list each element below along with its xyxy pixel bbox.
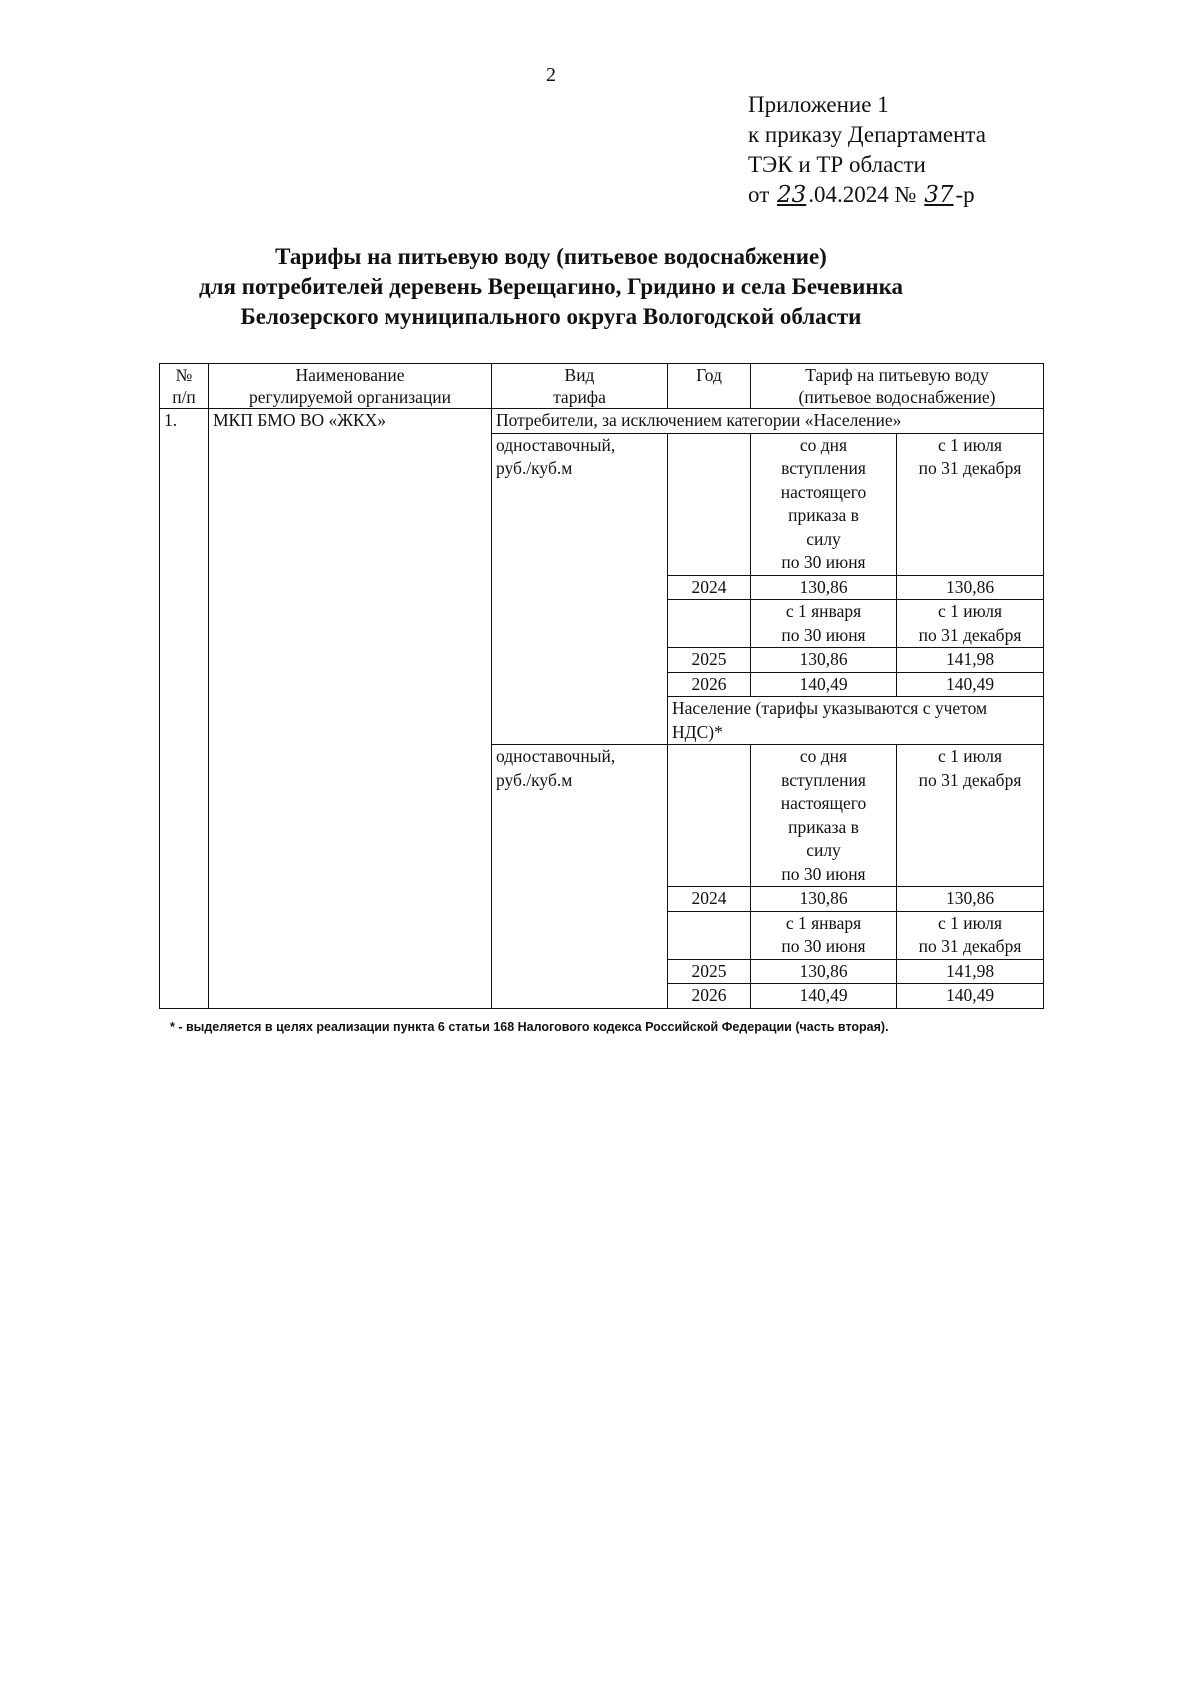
header-number: № п/п <box>160 364 209 409</box>
appendix-block <box>748 90 986 210</box>
tariff-value: 130,86 <box>751 959 897 984</box>
tariff-value: 141,98 <box>897 648 1044 673</box>
page-number: 2 <box>546 64 556 86</box>
year-cell-empty <box>668 600 751 648</box>
period-cell: со дня вступления настоящего приказа в силу по 30 июня <box>751 745 897 887</box>
year-cell-empty <box>668 433 751 575</box>
category-row <box>160 409 1044 434</box>
year-cell: 2025 <box>668 959 751 984</box>
tariff-value: 140,49 <box>751 984 897 1009</box>
period-cell: с 1 января по 30 июня <box>751 911 897 959</box>
category-title: Население (тарифы указываются с учетом НДС)* <box>668 697 1044 745</box>
year-cell: 2025 <box>668 648 751 673</box>
header-organization: Наименование регулируемой организации <box>209 364 492 409</box>
appendix-line-3: ТЭК и ТР области <box>748 152 926 177</box>
tariff-value: 130,86 <box>897 575 1044 600</box>
year-cell: 2026 <box>668 672 751 697</box>
tariff-value: 130,86 <box>751 887 897 912</box>
tariff-value: 130,86 <box>751 575 897 600</box>
year-cell-empty <box>668 911 751 959</box>
tariff-value: 141,98 <box>897 959 1044 984</box>
appendix-line-2: к приказу Департамента <box>748 122 986 147</box>
year-cell-empty <box>668 745 751 887</box>
tariff-value: 130,86 <box>751 648 897 673</box>
document-title <box>0 242 1102 332</box>
period-cell: со дня вступления настоящего приказа в силу по 30 июня <box>751 433 897 575</box>
date-day-handwritten: 23 <box>777 182 807 208</box>
period-cell: с 1 июля по 31 декабря <box>897 600 1044 648</box>
header-tariff: Тариф на питьевую воду (питьевое водоснабжение) <box>751 364 1044 409</box>
header-year: Год <box>668 364 751 409</box>
period-cell: с 1 июля по 31 декабря <box>897 745 1044 887</box>
table-header-row <box>160 364 1044 409</box>
tariff-value: 140,49 <box>897 984 1044 1009</box>
title-line-3: Белозерского муниципального округа Вологодской области <box>240 304 862 329</box>
tariff-table <box>159 363 1044 1009</box>
period-cell: с 1 июля по 31 декабря <box>897 911 1044 959</box>
year-cell: 2024 <box>668 887 751 912</box>
title-line-1: Тарифы на питьевую воду (питьевое водоснабжение) <box>275 244 827 269</box>
category-title: Потребители, за исключением категории «Население» <box>492 409 1044 434</box>
order-suffix: -р <box>955 182 975 207</box>
organization-name: МКП БМО ВО «ЖКХ» <box>209 409 492 1009</box>
period-cell: с 1 июля по 31 декабря <box>897 433 1044 575</box>
appendix-date-line <box>748 180 986 210</box>
footnote: * - выделяется в целях реализации пункта 6 статьи 168 Налогового кодекса Российской Федерации (часть вторая). <box>170 1020 889 1034</box>
tariff-value: 140,49 <box>751 672 897 697</box>
period-cell: с 1 января по 30 июня <box>751 600 897 648</box>
header-tariff-type: Вид тарифа <box>492 364 668 409</box>
appendix-line-1: Приложение 1 <box>748 92 889 117</box>
title-line-2: для потребителей деревень Верещагино, Гридино и села Бечевинка <box>198 274 903 299</box>
tariff-type-cell: одноставочный, руб./куб.м <box>492 745 668 1009</box>
date-prefix: от <box>748 182 775 207</box>
tariff-value: 140,49 <box>897 672 1044 697</box>
tariff-value: 130,86 <box>897 887 1044 912</box>
date-rest: .04.2024 № <box>808 182 923 207</box>
year-cell: 2026 <box>668 984 751 1009</box>
row-number: 1. <box>160 409 209 1009</box>
order-number-handwritten: 37 <box>924 182 954 208</box>
tariff-type-cell: одноставочный, руб./куб.м <box>492 433 668 745</box>
year-cell: 2024 <box>668 575 751 600</box>
